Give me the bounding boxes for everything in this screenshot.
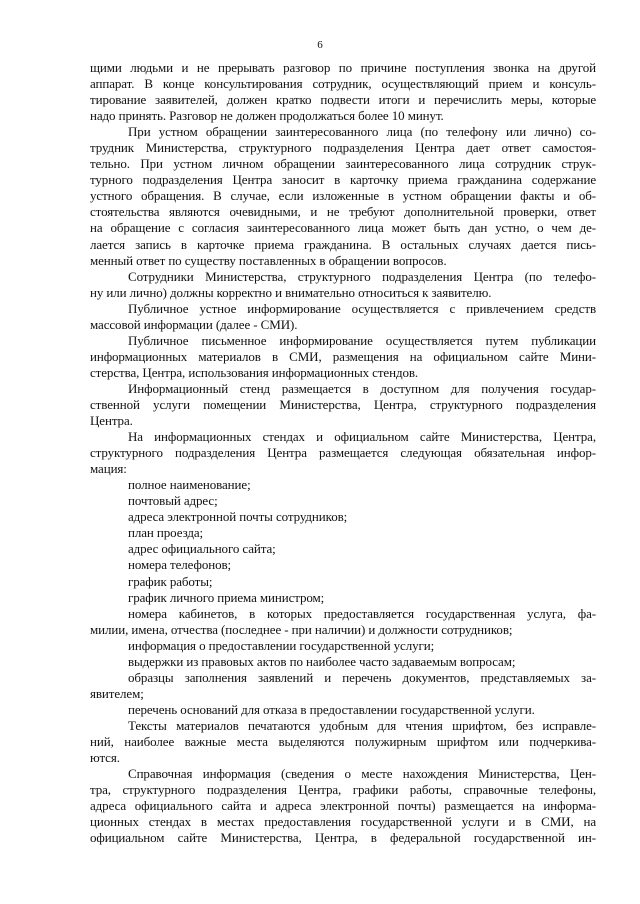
text-line: информация о предоставлении государственной услуги; bbox=[128, 637, 435, 653]
text-line: явителем; bbox=[90, 685, 144, 701]
document-body bbox=[90, 60, 596, 846]
text-line: устного обращения. В случае, если изложенные в устном обращении факты и об- bbox=[90, 188, 596, 204]
text-line: адреса официального сайта и адреса электронной почты) размещается на информа- bbox=[90, 798, 596, 814]
text-line: план проезда; bbox=[128, 525, 204, 541]
text-line: лается запись в карточке приема гражданина. В остальных случаях дается пись- bbox=[90, 236, 596, 252]
text-line: официальном сайте Министерства, Центра, в федеральной государственной ин- bbox=[90, 830, 596, 846]
text-line: При устном обращении заинтересованного лица (по телефону или лично) со- bbox=[128, 124, 596, 140]
text-line: график личного приема министром; bbox=[128, 589, 325, 605]
text-line: ственной услуги помещении Министерства, Центра, структурного подразделения bbox=[90, 396, 596, 412]
text-line: полное наименование; bbox=[128, 477, 251, 493]
text-line: стерства, Центра, использования информационных стендов. bbox=[90, 364, 419, 380]
text-line: тирование заявителей, должен кратко подвести итоги и перечислить меры, которые bbox=[90, 92, 596, 108]
text-line: аппарат. В конце консультирования сотрудник, осуществляющий прием и консуль- bbox=[90, 76, 596, 92]
text-line: выдержки из правовых актов по наиболее часто задаваемым вопросам; bbox=[128, 653, 516, 669]
text-line: структурного подразделения Центра размещается следующая обязательная инфор- bbox=[90, 445, 596, 461]
text-line: мация: bbox=[90, 461, 127, 477]
text-line: на обращение с согласия заинтересованного лица может быть дан устно, о чем де- bbox=[90, 220, 596, 236]
text-line: адреса электронной почты сотрудников; bbox=[128, 509, 348, 525]
text-line: образцы заполнения заявлений и перечень документов, представляемых за- bbox=[128, 669, 596, 685]
text-line: На информационных стендах и официальном сайте Министерства, Центра, bbox=[128, 429, 596, 445]
text-line: тельно. При устном личном обращении заинтересованного лица сотрудник струк- bbox=[90, 156, 596, 172]
text-line: Центра. bbox=[90, 413, 133, 429]
text-line: надо принять. Разговор не должен продолжаться более 10 минут. bbox=[90, 108, 444, 124]
text-line: Сотрудники Министерства, структурного подразделения Центра (по телефо- bbox=[128, 268, 596, 284]
page-number: 6 bbox=[317, 39, 323, 51]
text-line: менный ответ по существу поставленных в обращении вопросов. bbox=[90, 252, 447, 268]
text-line: адрес официального сайта; bbox=[128, 541, 276, 557]
text-line: ний, наиболее важные места выделяются полужирным шрифтом или подчеркива- bbox=[90, 733, 596, 749]
text-line: график работы; bbox=[128, 573, 213, 589]
text-line: тра, структурного подразделения Центра, графики работы, справочные телефоны, bbox=[90, 782, 596, 798]
text-line: номера телефонов; bbox=[128, 557, 232, 573]
text-line: Тексты материалов печатаются удобным для чтения шрифтом, без исправле- bbox=[128, 717, 596, 733]
text-line: ются. bbox=[90, 750, 120, 766]
text-line: ционных стендах в местах предоставления государственной услуги и в СМИ, на bbox=[90, 814, 596, 830]
text-line: массовой информации (далее - СМИ). bbox=[90, 316, 298, 332]
text-line: щими людьми и не прерывать разговор по причине поступления звонка на другой bbox=[90, 60, 596, 75]
text-line: ну или лично) должны корректно и внимательно относиться к заявителю. bbox=[90, 284, 492, 300]
text-line: Информационный стенд размещается в доступном для получения государ- bbox=[128, 380, 596, 396]
text-line: информационных материалов в СМИ, размещения на официальном сайте Мини- bbox=[90, 348, 596, 364]
text-line: номера кабинетов, в которых предоставляется государственная услуга, фа- bbox=[128, 605, 596, 621]
text-line: Публичное письменное информирование осуществляется путем публикации bbox=[128, 332, 596, 348]
text-line: перечень оснований для отказа в предоставлении государственной услуги. bbox=[128, 701, 535, 717]
text-line: трудник Министерства, структурного подразделения Центра дает ответ самостоя- bbox=[90, 140, 596, 156]
text-line: Публичное устное информирование осуществляется с привлечением средств bbox=[128, 300, 596, 316]
text-line: стоятельства являются очевидными, и не требуют дополнительной проверки, ответ bbox=[90, 204, 596, 220]
text-line: почтовый адрес; bbox=[128, 493, 218, 509]
text-line: милии, имена, отчества (последнее - при наличии) и должности сотрудников; bbox=[90, 621, 513, 637]
text-line: турного подразделения Центра заносит в карточку приема гражданина содержание bbox=[90, 172, 596, 188]
text-line: Справочная информация (сведения о месте нахождения Министерства, Цен- bbox=[128, 766, 596, 782]
